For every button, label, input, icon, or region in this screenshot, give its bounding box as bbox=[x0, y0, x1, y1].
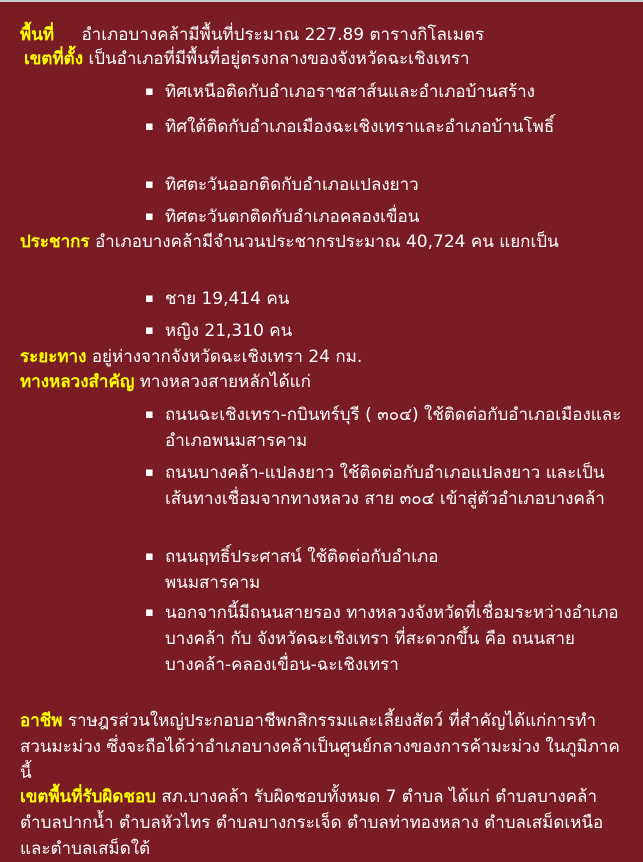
population-item: ▪ หญิง 21,310 คน bbox=[145, 318, 625, 344]
highway-item: ▪ ถนนฉะเชิงเทรา-กบินทร์บุรี ( ๓๐๔) ใช้ติดต่อกับอำเภอเมืองและอำเภอพนมสารคาม bbox=[145, 402, 625, 454]
highways-line bbox=[20, 369, 627, 395]
area-line bbox=[20, 22, 627, 48]
responsibility-label: เขตพื้นที่รับผิดชอบ bbox=[20, 787, 156, 807]
location-label: เขตที่ตั้ง bbox=[24, 49, 84, 69]
responsibility-text: สภ.บางคล้า รับผิดชอบทั้งหมด 7 ตำบล ได้แก่ ตำบลบางคล้า ตำบลปากน้ำ ตำบลหัวไทร ตำบลบางกระเจ็ด ตำบลท่าทองหลาง ตำบลเสม็ดเหนือ และตำบลเสม็ดใต้ bbox=[20, 787, 604, 859]
population-item: ▪ ชาย 19,414 คน bbox=[145, 286, 625, 312]
area-text: อำเภอบางคล้ามีพื้นที่ประมาณ 227.89 ตารางกิโลเมตร bbox=[81, 25, 485, 45]
occupation-block bbox=[20, 708, 627, 786]
highways-text: ทางหลวงสายหลักได้แก่ bbox=[139, 372, 311, 392]
location-line bbox=[24, 46, 627, 72]
distance-text: อยู่ห่างจากจังหวัดฉะเชิงเทรา 24 กม. bbox=[91, 347, 363, 367]
distance-label: ระยะทาง bbox=[20, 347, 87, 367]
border-item: ▪ ทิศเหนือติดกับอำเภอราชสาส์นและอำเภอบ้านสร้าง bbox=[145, 79, 625, 105]
population-label: ประชากร bbox=[20, 232, 90, 252]
occupation-text: ราษฎรส่วนใหญ่ประกอบอาชีพกสิกรรมและเลี้ยงสัตว์ ที่สำคัญได้แก่การทำสวนมะม่วง ซึ่งจะถือได้ว่าอำเภอบางคล้าเป็นศูนย์กลางของการค้ามะม่วง ในภูมิภาคนี้ bbox=[20, 711, 620, 783]
border-item: ▪ ทิศใต้ติดกับอำเภอเมืองฉะเชิงเทราและอำเภอบ้านโพธิ์ bbox=[145, 114, 573, 140]
highway-item: ▪ นอกจากนี้มีถนนสายรอง ทางหลวงจังหวัดที่เชื่อมระหว่างอำเภอบางคล้า กับ จังหวัดฉะเชิงเทรา ที่สะดวกขึ้น คือ ถนนสาย บางคล้า-คลองเขื่อน-ฉะเชิงเทรา bbox=[145, 600, 625, 678]
population-text: อำเภอบางคล้ามีจำนวนประชากรประมาณ 40,724 คน แยกเป็น bbox=[94, 232, 559, 252]
highways-label: ทางหลวงสำคัญ bbox=[20, 372, 135, 392]
border-item: ▪ ทิศตะวันตกติดกับอำเภอคลองเขื่อน bbox=[145, 204, 625, 230]
highway-item: ▪ ถนนบางคล้า-แปลงยาว ใช้ติดต่อกับอำเภอแปลงยาว และเป็นเส้นทางเชื่อมจากทางหลวง สาย ๓๐๔ เข้าสู่ตัวอำเภอบางคล้า bbox=[145, 460, 625, 512]
population-line bbox=[20, 229, 583, 255]
area-label: พื้นที่ bbox=[20, 25, 55, 45]
highway-item: ▪ ถนนฤทธิ์ประศาสน์ ใช้ติดต่อกับอำเภอพนมสารคาม bbox=[145, 544, 523, 596]
distance-line bbox=[20, 344, 627, 370]
occupation-label: อาชีพ bbox=[20, 711, 63, 731]
responsibility-block bbox=[20, 784, 627, 862]
border-item: ▪ ทิศตะวันออกติดกับอำเภอแปลงยาว bbox=[145, 172, 625, 198]
location-text: เป็นอำเภอที่มีพื้นที่อยู่ตรงกลางของจังหวัดฉะเชิงเทรา bbox=[88, 49, 470, 69]
